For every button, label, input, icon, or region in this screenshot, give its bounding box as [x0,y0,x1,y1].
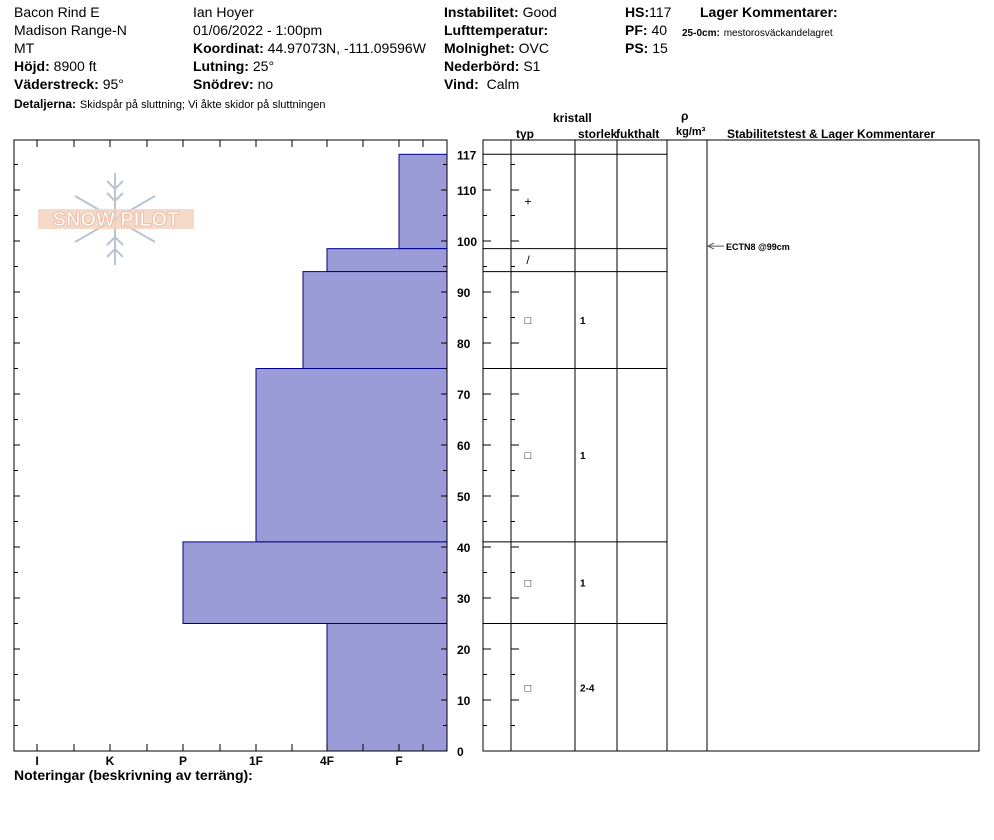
wind-loading-value: no [257,76,274,92]
y-tick-label: 20 [457,643,471,657]
hardness-layer-0 [399,154,447,248]
sky-label: Molnighet: [444,40,515,56]
hardness-label: 4F [319,754,335,768]
layer-comment-depth: 25-0cm: [682,28,720,39]
hardness-label: P [178,754,188,768]
hardness-label: I [35,754,39,768]
hardness-layer-4 [183,542,447,624]
y-tick-label: 110 [457,184,477,198]
snowpilot-logo [38,173,194,265]
range: Madison Range-N [14,22,127,38]
hardness-label: K [105,754,115,768]
layer-comment-text: mestorosväckandelagret [723,28,833,39]
col-density-unit: kg/m³ [676,126,706,138]
col-size: storlek [578,127,618,141]
details-label: Detaljerna: [14,97,77,111]
state: MT [14,40,35,56]
coord-value: 44.97073N, -111.09596W [267,40,426,56]
observer: Ian Hoyer [193,4,254,20]
grain-type-4: □ [524,577,532,590]
grain-size-4: 1 [580,578,586,590]
layer-table-frame [483,140,979,751]
y-tick-label: 100 [457,235,478,249]
air-temp-label: Lufttemperatur: [444,22,549,38]
elevation-value: 8900 ft [53,58,97,74]
hardness-label: F [395,754,403,768]
y-tick-label: 90 [457,286,471,300]
col-type: typ [516,127,534,141]
wind-value: Calm [486,76,520,92]
col-stability-comments: Stabilitetstest & Lager Kommentarer [727,127,936,141]
pf-label: PF: [625,22,648,38]
sky-value: OVC [518,40,549,56]
ps-label: PS: [625,40,649,56]
stability-value: Good [522,4,557,20]
datetime: 01/06/2022 - 1:00pm [193,22,323,38]
y-tick-label: 60 [457,439,471,453]
slope-value: 25° [252,58,275,74]
hardness-layer-5 [327,624,447,752]
y-tick-label: 30 [457,592,471,606]
wind-label: Vind: [444,76,479,92]
slope-label: Lutning: [193,58,249,74]
precip-value: S1 [523,58,541,74]
ps-value: 15 [652,40,668,56]
grain-type-2: □ [524,315,532,328]
hardness-label: 1F [248,754,264,768]
y-tick-label: 50 [457,490,471,504]
layer-comments-title: Lager Kommentarer: [700,4,838,20]
hs-label: HS: [625,4,650,20]
hardness-layer-2 [303,272,447,369]
crystal-title: kristall [553,111,592,125]
y-tick-label: 80 [457,337,471,351]
stability-label: Instabilitet: [444,4,519,20]
col-moisture: fukthalt [616,127,660,141]
test-label-0: ECTN8 @99cm [726,242,790,253]
grain-type-0: + [524,194,532,209]
aspect-label: Väderstreck: [14,76,99,92]
aspect-value: 95° [102,76,124,92]
precip-label: Nederbörd: [444,58,520,74]
y-tick-label: 70 [457,388,471,402]
hardness-layer-3 [256,369,447,542]
elevation-label: Höjd: [14,58,50,74]
grain-type-5: □ [524,682,532,695]
grain-type-3: □ [524,450,532,463]
location: Bacon Rind E [14,4,100,20]
details-value: Skidspår på sluttning; Vi åkte skidor på sluttningen [79,99,326,111]
logo-text: SNOW PILOT [52,209,180,231]
y-tick-label: 40 [457,541,471,555]
grain-size-5: 2-4 [580,683,595,695]
col-density-symbol: ρ [681,109,689,123]
coord-label: Koordinat: [193,40,264,56]
y-tick-label: 0 [457,745,464,759]
y-top-label: 117 [457,148,477,163]
hardness-layer-1 [327,249,447,272]
grain-size-3: 1 [580,451,586,463]
hs-value: 117 [649,4,672,20]
notes-label: Noteringar (beskrivning av terräng): [14,767,253,783]
wind-loading-label: Snödrev: [193,76,254,92]
grain-size-2: 1 [580,316,586,328]
y-tick-label: 10 [457,694,471,708]
pf-value: 40 [651,22,668,38]
grain-type-1: / [526,253,530,268]
